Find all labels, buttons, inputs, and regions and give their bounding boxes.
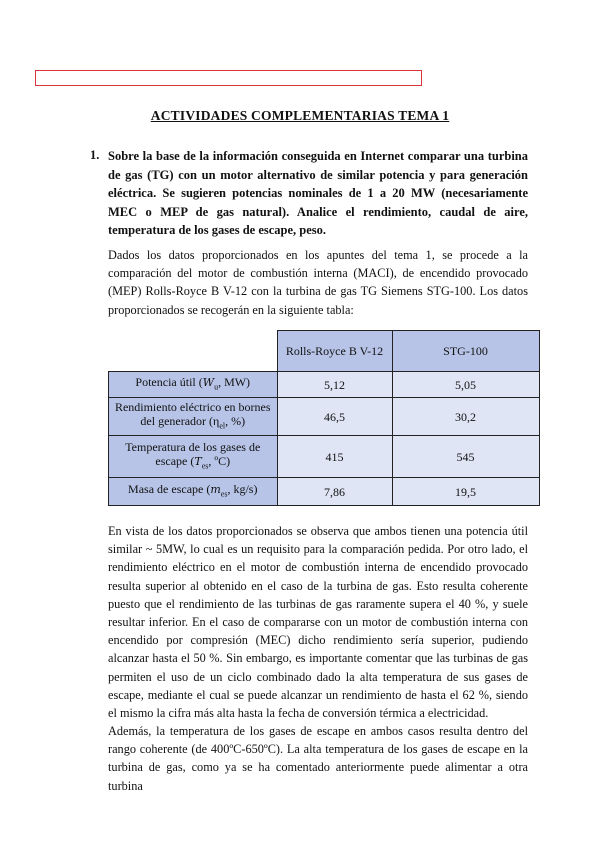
intro-paragraph: Dados los datos proporcionados en los apuntes del tema 1, se procede a la comparación del motor de combustión interna (MACI), de encendido provocado (MEP) Rolls-Royce B V-12 con la turbina de gas TG Siemens STG-100. Los datos proporcionados se recogerán en la siguiente tabla: bbox=[108, 248, 528, 317]
cell-value: 19,5 bbox=[392, 478, 539, 506]
question-number: 1. bbox=[90, 148, 100, 162]
highlight-box bbox=[35, 70, 422, 86]
analysis-paragraph: En vista de los datos proporcionados se observa que ambos tienen una potencia útil similar ~ 5MW, lo cual es un requisito para la comparación pedida. Por otro lado, el rendimiento eléctrico en el motor de combustión interna de encendido provocado resulta superior al obtenido en el caso de la turbina de gas. Esto resulta coherente puesto que el rendimiento de las turbinas de gas raramente supera el 40 %, y suele resultar inferior. En el caso de compararse con un motor de combustión interna con encendido por compresión (MEC) dicho rendimiento sería superior, pudiendo alcanzar hasta el 50 %. Sin embargo, es importante comentar que las turbinas de gas permiten el uso de un ciclo combinado dado la alta temperatura de sus gases de escape, mediante el cual se puede alcanzar un rendimiento de hasta el 62 %, siendo el mismo la cifra más alta hasta la fecha de conversión térmica a electricidad. bbox=[108, 524, 528, 721]
row-label-temperatura: Temperatura de los gases de escape ($T_{es}$, ºC) bbox=[109, 436, 278, 478]
question-text: Sobre la base de la información conseguida en Internet comparar una turbina de gas (TG) con un motor alternativo de similar potencia y para generación eléctrica. Se sugieren potencias nominales de 1 a 20 MW (necesariamente MEC o MEP de gas natural). Analice el rendimiento, caudal de aire, temperatura de los gases de escape, peso. bbox=[108, 149, 528, 237]
row-label-rendimiento: Rendimiento eléctrico en bornes del generador ($\eta_{el}$, %) bbox=[109, 398, 278, 436]
cell-value: 7,86 bbox=[277, 478, 392, 506]
last-paragraph: Además, la temperatura de los gases de escape en ambos casos resulta dentro del rango coherente (de 400ºC-650ºC). La alta temperatura de los gases de escape en la turbina de gas, como ya se ha comentado anteriormente puede alimentar a otra turbina bbox=[108, 724, 528, 793]
cell-value: 46,5 bbox=[277, 398, 392, 436]
row-label-potencia: Potencia útil ($W_u$, MW) bbox=[109, 372, 278, 398]
table-row bbox=[109, 436, 540, 478]
cell-value: 415 bbox=[277, 436, 392, 478]
cell-value: 30,2 bbox=[392, 398, 539, 436]
table-row bbox=[109, 398, 540, 436]
comparison-table bbox=[108, 330, 540, 506]
cell-value: 5,12 bbox=[277, 372, 392, 398]
row-label-masa: Masa de escape ($m_{es}$, kg/s) bbox=[109, 478, 278, 506]
table-row bbox=[109, 372, 540, 398]
table-corner bbox=[109, 331, 278, 372]
header-rolls-royce: Rolls-Royce B V-12 bbox=[277, 331, 392, 372]
page-title: ACTIVIDADES COMPLEMENTARIAS TEMA 1 bbox=[150, 108, 450, 123]
cell-value: 545 bbox=[392, 436, 539, 478]
table-header-row bbox=[109, 331, 540, 372]
header-stg100: STG-100 bbox=[392, 331, 539, 372]
table-row bbox=[109, 478, 540, 506]
cell-value: 5,05 bbox=[392, 372, 539, 398]
